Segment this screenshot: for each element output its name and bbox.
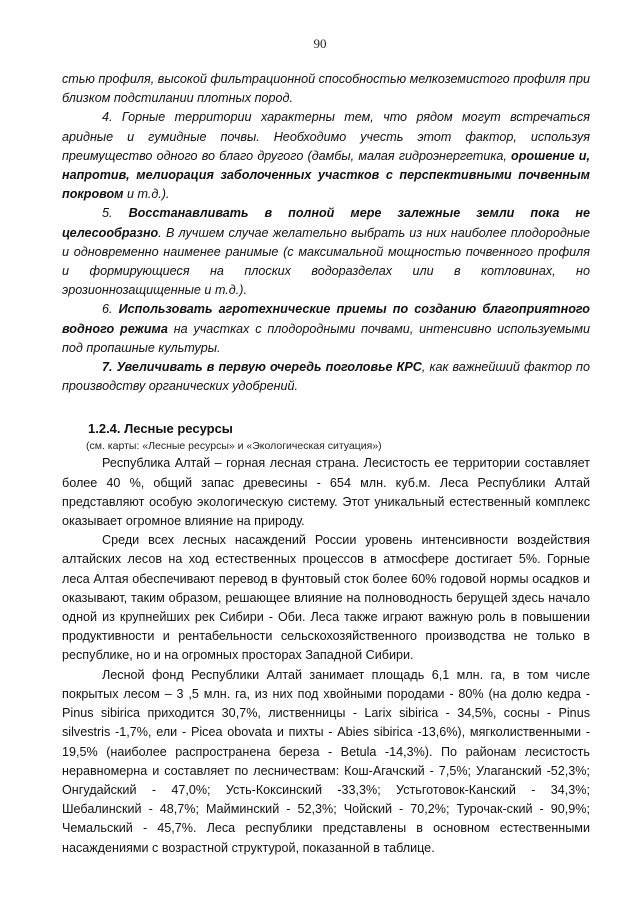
recommendation-item <box>62 358 590 396</box>
recommendation-item <box>62 300 590 358</box>
item-emphasis: Восстанавливать в полной мере залежные земли пока не целесообразно <box>62 206 590 240</box>
section-paragraph: Среди всех лесных насаждений России уровень интенсивности воздействия алтайских лесов на ход естественных процессов в атмосфере достигает 5%. Горные леса Алтая обеспечивают перевод в фунтовый сток более 60% годовой нормы осадков и оказывают, таким образом, решающее влияние на полноводность берущей здесь начало одной из крупнейших рек Сибири - Оби. Леса также играют важную роль в повышении продуктивности и рентабельности сельскохозяйственного производства не только в республике, но и на огромных просторах Западной Сибири. <box>62 533 590 663</box>
item-text: Горные территории характерны тем, что рядом могут встречаться аридные и гумидные почвы. Необходимо учесть этот фактор, используя преимущество одного во благо другого (дамбы, малая гидроэнергетика, <box>62 110 590 163</box>
item-text: . В лучшем случае желательно выбрать из них наиболее плодородные и одновременно наименее ранимые (с максимальной мощностью почвенного профиля и формирующиеся на плоских водоразделах или в котловинах, но эрозионнозащищенные и т.д.). <box>62 225 590 298</box>
item-number: 4. <box>102 110 113 125</box>
item-emphasis: Увеличивать в первую очередь поголовье КРС <box>116 360 422 375</box>
section-heading: 1.2.4. Лесные ресурсы <box>88 421 233 437</box>
item-emphasis: орошение и, напротив, мелиорация заболоченных участков с перспективными почвенным покровом <box>62 148 590 202</box>
recommendations-list <box>62 108 590 396</box>
section-paragraph: Лесной фонд Республики Алтай занимает площадь 6,1 млн. га, в том числе покрытых лесом – 3 ,5 млн. га, из них под хвойными породами - 80% (на долю кедра - Pinus sibirica приходится 30,7%, лиственницы - Larix sibirica - 34,5%, сосны - Pinus silvestris -1,7%, ели - Picea obovata и пихты - Abies sibirica -13,6%), мягколиственными - 19,5% (наиболее распространена береза - Betula -14,3%). По районам лесистость неравномерна и составляет по лесничествам: Кош-Агачский - 7,5%; Улаганский -52,3%; Онгудайский - 47,0%; Усть-Коксинский -33,3%; Устьготовок-Канский - 34,3%; Шебалинский - 48,7%; Майминский - 52,3%; Чойский - 70,2%; Турочак-ский - 90,9%; Чемальский - 45,7%. Леса республики представлены в основном естественными насаждениями с возрастной структурой, показанной в таблице. <box>62 667 590 855</box>
item-text-tail: и т.д.). <box>126 187 170 202</box>
item-text: , как важнейший фактор по производству органических удобрений. <box>62 360 590 394</box>
maps-note: (см. карты: «Лесные ресурсы» и «Экологическая ситуация») <box>86 440 382 453</box>
item-number: 5. <box>102 206 113 221</box>
item-text: на участках с плодородными почвами, интенсивно используемыми под пропашные культуры. <box>62 321 590 355</box>
page-body <box>62 70 590 858</box>
continuation-paragraph: стью профиля, высокой фильтрационной способностью мелкоземистого профиля при близком подстилании плотных пород. <box>62 72 590 106</box>
recommendation-item <box>62 108 590 204</box>
page-number: 90 <box>313 36 327 51</box>
section-paragraph: Республика Алтай – горная лесная страна. Лесистость ее территории составляет более 40 %, общий запас древесины - 654 млн. куб.м. Леса Республики Алтай представляют особую экологическую систему. Этот уникальный естественный комплекс оказывает огромное влияние на природу. <box>62 456 590 529</box>
item-number: 6. <box>102 302 113 317</box>
item-emphasis: Использовать агротехнические приемы по созданию благоприятного водного режима <box>62 302 590 336</box>
item-number: 7. <box>102 360 113 375</box>
recommendation-item <box>62 204 590 300</box>
